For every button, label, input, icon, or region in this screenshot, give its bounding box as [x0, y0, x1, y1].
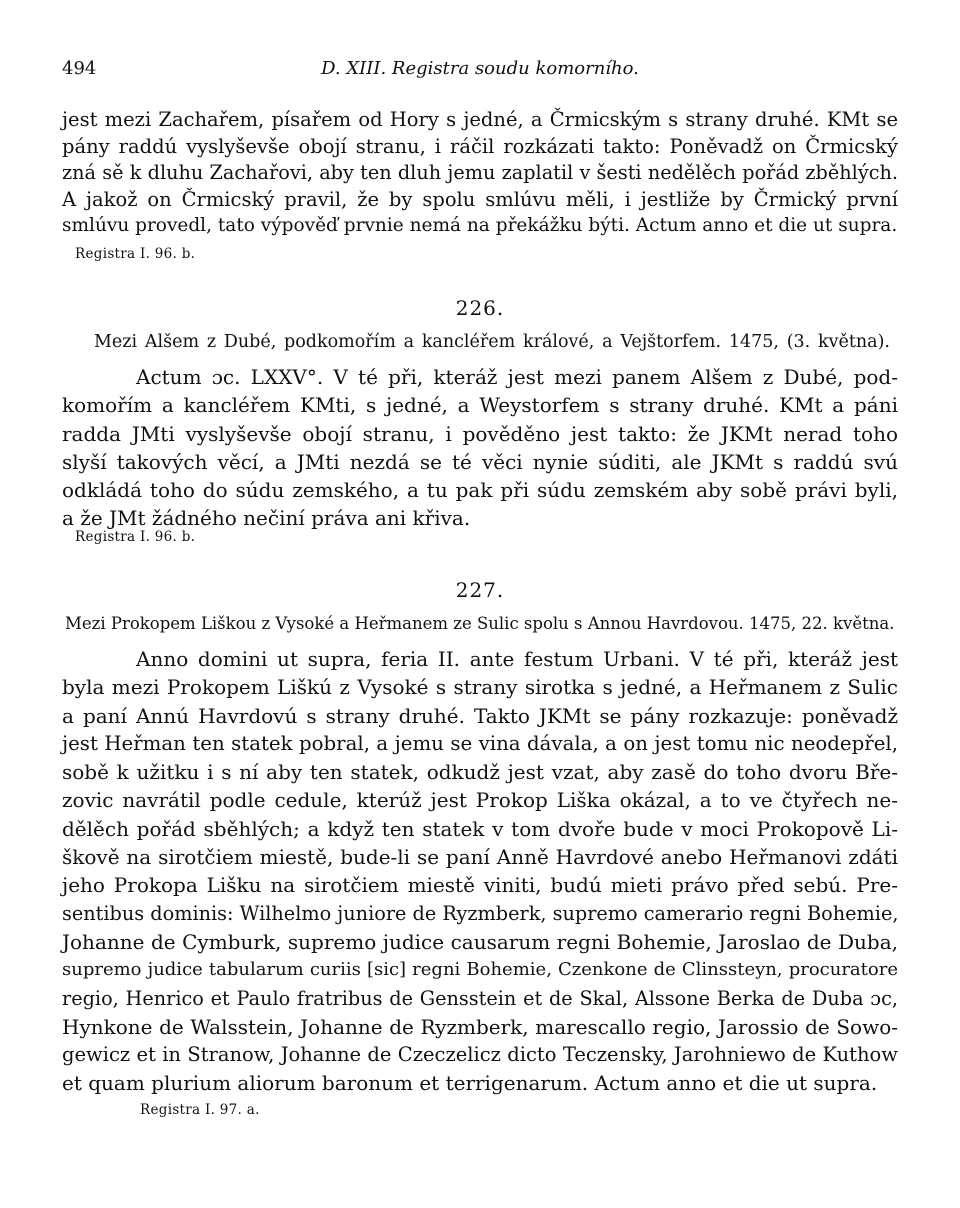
page-header — [62, 58, 898, 88]
text-line: byla mezi Prokopem Liškú z Vysoké s strany sirotka s jedné, a Heřmanem z Sulic — [62, 675, 898, 700]
text-line: jest Heřman ten statek pobral, a jemu se vina dávala, a on jest tomu nic neodepřel, — [62, 731, 898, 755]
entry-226-text — [62, 363, 898, 533]
entry-225-text — [62, 107, 898, 240]
source-reference: Registra I. 96. b. — [75, 246, 196, 262]
text-line: sobě k užitku i s ní aby ten statek, odkudž jest vzat, aby zasě do toho dvoru Bře- — [62, 760, 898, 785]
entry-summary: Mezi Alšem z Dubé, podkomořím a kancléřem králové, a Vejštorfem. 1475, (3. května). — [94, 332, 890, 352]
text-line: Johanne de Cymburk, supremo judice causarum regni Bohemie, Jaroslao de Duba, — [62, 929, 898, 954]
text-line: jeho Prokopa Lišku na sirotčiem miestě viniti, budú mieti právo před sebú. Pre- — [62, 873, 898, 898]
text-line: a že JMt žádného nečiní práva ani křiva. — [62, 506, 471, 531]
text-line: Anno domini ut supra, feria II. ante festum Urbani. V té při, kteráž jest — [136, 647, 898, 671]
text-line: komořím a kancléřem KMti, s jedné, a Weystorfem s strany druhé. KMt a páni — [62, 393, 898, 418]
text-line: škově na sirotčiem miestě, bude-li se paní Anně Havrdové anebo Heřmanovi zdáti — [62, 845, 898, 870]
text-line: smlúvu provedl, tato výpověď prvnie nemá na překážku býti. Actum anno et die ut supra. — [62, 215, 898, 236]
text-line: zná sě k dluhu Zachařovi, aby ten dluh jemu zaplatil v šesti nedělěch pořád zběhlých. — [62, 161, 898, 184]
running-title: D. XIII. Registra soudu komorního. — [321, 58, 639, 79]
source-reference: Registra I. 97. a. — [140, 1102, 260, 1118]
entry-number: 226. — [455, 296, 505, 320]
text-line: et quam plurium aliorum baronum et terrigenarum. Actum anno et die ut supra. — [62, 1071, 878, 1096]
text-line: Hynkone de Walsstein, Johanne de Ryzmberk, marescallo regio, Jarossio de Sowo- — [62, 1014, 898, 1039]
text-line: supremo judice tabularum curiis [sic] regni Bohemie, Czenkone de Clinssteyn, procuratore — [62, 959, 898, 981]
text-line: A jakož on Črmicský pravil, že by spolu smlúvu měli, i jestliže by Črmický první — [62, 187, 898, 211]
entry-number: 227. — [455, 578, 505, 602]
text-line: odkládá toho do súdu zemského, a tu pak při súdu zemském aby sobě právi byli, — [62, 478, 898, 503]
text-line: dělěch pořád sběhlých; a když ten statek v tom dvoře bude v moci Prokopově Li- — [62, 816, 898, 841]
text-line: a paní Annú Havrdovú s strany druhé. Takto JKMt se pány rozkazuje: poněvadž — [62, 703, 898, 728]
text-line: radda JMti vyslyševše obojí stranu, i pověděno jest takto: že JKMt nerad toho — [62, 421, 898, 446]
text-line: zovic navrátil podle cedule, kterúž jest Prokop Liška okázal, a to ve čtyřech ne- — [62, 788, 898, 813]
page-number: 494 — [62, 58, 97, 79]
text-line: sentibus dominis: Wilhelmo juniore de Ryzmberk, supremo camerario regni Bohemie, — [62, 901, 899, 925]
text-line: Actum ɔc. LXXV°. V té při, kteráž jest mezi panem Alšem z Dubé, pod- — [136, 365, 898, 389]
text-line: pány raddú vyslyševše obojí stranu, i ráčil rozkázati takto: Poněvadž on Črmicský — [62, 134, 898, 158]
text-line: regio, Henrico et Paulo fratribus de Gensstein et de Skal, Alssone Berka de Duba ɔc, — [62, 986, 898, 1010]
entry-summary: Mezi Prokopem Liškou z Vysoké a Heřmanem ze Sulic spolu s Annou Havrdovou. 1475, 22. května. — [65, 614, 895, 633]
text-line: jest mezi Zachařem, písařem od Hory s jedné, a Črmicským s strany druhé. KMt se — [62, 108, 898, 131]
entry-227-text — [62, 645, 898, 1098]
source-reference: Registra I. 96. b. — [75, 529, 196, 545]
text-line: gewicz et in Stranow, Johanne de Czeczelicz dicto Teczensky, Jarohniewo de Kuthow — [62, 1043, 898, 1067]
text-line: slyší takových věcí, a JMti nezdá se té věci nynie súditi, ale JKMt s raddú svú — [62, 449, 898, 474]
